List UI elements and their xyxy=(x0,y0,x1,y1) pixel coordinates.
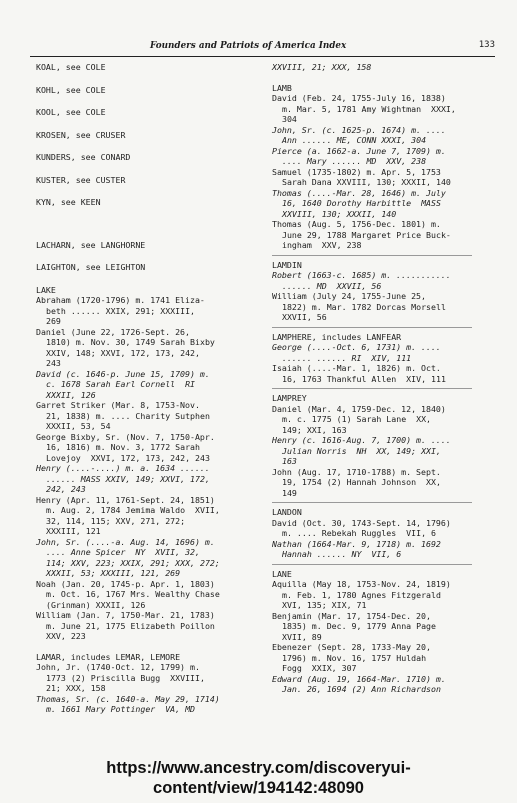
surname-heading xyxy=(272,332,502,343)
entry-line: XXIV, 148; XXVI, 172, 173, 242, xyxy=(46,347,200,358)
watermark-url-line-1: https://www.ancestry.com/discoveryui- xyxy=(106,759,411,777)
entry-line: LACHARN, see LANGHORNE xyxy=(36,239,146,250)
entry-line: XXV, 223 xyxy=(46,631,86,641)
spacer xyxy=(36,642,264,652)
entry-line: David (Feb. 24, 1755-July 16, 1838) xyxy=(272,93,446,103)
entry-line: 1835) m. Dec. 9, 1779 Anna Page xyxy=(282,621,436,631)
entry-line: KUSTER, see CUSTER xyxy=(36,174,126,185)
index-entry xyxy=(272,518,502,539)
entry-line: Julian Norris NH XX, 149; XXI, xyxy=(282,445,441,456)
entry-line: 163 xyxy=(282,456,297,466)
entry-line: 149; XXI, 163 xyxy=(282,424,347,435)
index-entry xyxy=(36,579,264,611)
index-entry xyxy=(272,404,502,436)
entry-line: XVI, 135; XIX, 71 xyxy=(282,600,367,610)
index-entry xyxy=(36,495,264,537)
entry-line: John, Jr. (1740-Oct. 12, 1799) m. xyxy=(36,662,200,672)
entry-line: (Grinman) XXXII, 126 xyxy=(46,599,146,610)
entry-line: XXVII, 56 xyxy=(282,312,327,322)
entry-line: XXXII, 53, 54 xyxy=(46,421,111,431)
entry-line: John (Aug. 17, 1710-1788) m. Sept. xyxy=(272,466,441,477)
entry-line: Hannah ...... NY VII, 6 xyxy=(282,549,402,559)
entry-line: c. 1678 Sarah Earl Cornell RI xyxy=(46,379,196,389)
entry-line: Pierce (a. 1662-a. June 7, 1709) m. xyxy=(272,145,446,156)
cross-reference xyxy=(36,152,264,163)
cross-reference xyxy=(36,197,264,208)
index-entry xyxy=(36,369,264,401)
spacer xyxy=(36,118,264,130)
entry-line: XXVIII, 130; XXXII, 140 xyxy=(282,208,397,219)
index-entry xyxy=(272,62,502,73)
entry-line: XXXIII, 121 xyxy=(46,526,101,536)
entry-line: 16, 1640 Dorothy Harbittle MASS xyxy=(282,198,441,208)
entry-line: LAMPREY xyxy=(272,393,307,403)
entry-line: 16, 1816) m. Nov. 3, 1772 Sarah xyxy=(46,442,200,452)
spacer xyxy=(36,273,264,285)
entry-line: ingham XXV, 238 xyxy=(282,240,362,250)
entry-line: Nathan (1664-Mar. 9, 1718) m. 1692 xyxy=(272,538,441,549)
entry-line: LANDON xyxy=(272,507,302,517)
entry-line: beth ...... XXIX, 291; XXXIII, xyxy=(46,305,196,316)
entry-line: LAMDIN xyxy=(272,259,302,270)
left-column xyxy=(36,62,264,715)
section-divider xyxy=(272,327,472,328)
spacer xyxy=(36,95,264,107)
spacer xyxy=(36,185,264,197)
right-column xyxy=(272,62,502,695)
spacer xyxy=(272,73,502,83)
entry-line: LAMPHERE, includes LANFEAR xyxy=(272,331,402,342)
entry-line: 243 xyxy=(46,358,61,368)
entry-line: XXXII, 53; XXXIII, 121, 269 xyxy=(46,568,181,578)
entry-line: George (....-Oct. 6, 1731) m. .... xyxy=(272,342,441,352)
entry-line: 16, 1763 Thankful Allen XIV, 111 xyxy=(282,373,446,384)
entry-line: Sarah Dana XXVIII, 130; XXXII, 140 xyxy=(282,177,451,187)
entry-line: Thomas (Aug. 5, 1756-Dec. 1801) m. xyxy=(272,219,441,229)
entry-line: Garret Striker (Mar. 8, 1753-Nov. xyxy=(36,400,200,410)
index-entry xyxy=(36,610,264,642)
surname-heading xyxy=(272,393,502,404)
entry-line: Thomas, Sr. (c. 1640-a. May 29, 1714) xyxy=(36,693,220,704)
cross-reference xyxy=(36,62,264,73)
entry-line: 19, 1754 (2) Hannah Johnson XX, xyxy=(282,477,441,487)
entry-line: John, Sr. (c. 1625-p. 1674) m. .... xyxy=(272,124,446,135)
section-divider xyxy=(272,388,472,389)
entry-line: 269 xyxy=(46,316,61,326)
index-entry xyxy=(272,539,502,560)
entry-line: ...... ...... RI XIV, 111 xyxy=(282,352,412,363)
entry-line: Robert (1663-c. 1685) m. ........... xyxy=(272,270,451,280)
index-entry xyxy=(36,327,264,369)
entry-line: 149 xyxy=(282,487,297,498)
index-entry xyxy=(272,125,502,146)
index-entry xyxy=(272,611,502,643)
index-entry xyxy=(272,435,502,467)
index-entry xyxy=(36,537,264,579)
cross-reference xyxy=(36,262,264,273)
index-entry xyxy=(36,463,264,495)
surname-heading xyxy=(36,285,264,296)
surname-heading xyxy=(272,569,502,580)
entry-line: m. Mar. 5, 1781 Amy Wightman XXXI, xyxy=(282,103,456,114)
section-divider xyxy=(272,255,472,256)
entry-line: Daniel (June 22, 1726-Sept. 26, xyxy=(36,326,190,337)
index-entry xyxy=(272,146,502,167)
spacer xyxy=(36,208,264,240)
page-header xyxy=(30,40,495,57)
index-entry xyxy=(36,432,264,464)
entry-line: KOOL, see COLE xyxy=(36,107,106,117)
entry-line: 304 xyxy=(282,114,297,124)
entry-line: 242, 243 xyxy=(46,484,86,494)
entry-line: 1810) m. Nov. 30, 1749 Sarah Bixby xyxy=(46,337,215,347)
entry-line: KOHL, see COLE xyxy=(36,84,106,95)
entry-line: .... Anne Spicer NY XVII, 32, xyxy=(46,547,200,557)
index-entry xyxy=(272,642,502,674)
entry-line: m. 1661 Mary Pottinger VA, MD xyxy=(46,704,196,714)
spacer xyxy=(36,140,264,152)
surname-heading xyxy=(272,260,502,271)
header-title: Founders and Patriots of America Index xyxy=(150,41,347,51)
section-divider xyxy=(272,564,472,565)
entry-line: 21; XXX, 158 xyxy=(46,683,106,693)
index-entry xyxy=(272,467,502,499)
cross-reference xyxy=(36,130,264,141)
entry-line: m. June 21, 1775 Elizabeth Poillon xyxy=(46,620,215,631)
entry-line: XXXII, 126 xyxy=(46,389,96,400)
entry-line: m. .... Rebekah Ruggles VII, 6 xyxy=(282,528,436,538)
entry-line: 1796) m. Nov. 16, 1757 Huldah xyxy=(282,652,427,663)
entry-line: XXVIII, 21; XXX, 158 xyxy=(272,62,372,72)
entry-line: Isaiah (....-Mar. 1, 1826) m. Oct. xyxy=(272,363,441,373)
entry-line: Noah (Jan. 20, 1745-p. Apr. 1, 1803) xyxy=(36,578,215,589)
index-entry xyxy=(272,579,502,611)
entry-line: June 29, 1788 Margaret Price Buck- xyxy=(282,229,451,240)
entry-line: m. c. 1775 (1) Sarah Lane XX, xyxy=(282,414,432,424)
entry-line: m. Feb. 1, 1780 Agnes Fitzgerald xyxy=(282,589,441,600)
entry-line: Ann ...... ME, CONN XXXI, 304 xyxy=(282,135,427,145)
index-entry xyxy=(272,188,502,220)
entry-line: Fogg XXIX, 307 xyxy=(282,663,357,673)
surname-heading xyxy=(272,507,502,518)
entry-line: Lovejoy XXVI, 172, 173, 242, 243 xyxy=(46,452,210,463)
entry-line: John, Sr. (....-a. Aug. 14, 1696) m. xyxy=(36,536,215,547)
entry-line: Jan. 26, 1694 (2) Ann Richardson xyxy=(282,684,441,694)
entry-line: Ebenezer (Sept. 28, 1733-May 20, xyxy=(272,642,431,652)
page-number: 133 xyxy=(478,40,495,50)
surname-heading xyxy=(36,652,264,663)
entry-line: LAMB xyxy=(272,82,292,93)
entry-line: KROSEN, see CRUSER xyxy=(36,129,126,140)
entry-line: 1773 (2) Priscilla Bugg XXVIII, xyxy=(46,672,205,683)
index-entry xyxy=(36,662,264,694)
entry-line: David (c. 1646-p. June 15, 1709) m. xyxy=(36,368,210,379)
entry-line: Abraham (1720-1796) m. 1741 Eliza- xyxy=(36,295,205,305)
surname-heading xyxy=(272,83,502,94)
entry-line: William (July 24, 1755-June 25, xyxy=(272,291,426,301)
index-entry xyxy=(36,295,264,327)
entry-line: Henry (c. 1616-Aug. 7, 1700) m. .... xyxy=(272,435,451,445)
entry-line: LANE xyxy=(272,568,292,579)
index-entry xyxy=(272,363,502,384)
cross-reference xyxy=(36,240,264,251)
entry-line: 32, 114, 115; XXV, 271, 272; xyxy=(46,515,186,526)
entry-line: KUNDERS, see CONARD xyxy=(36,152,131,162)
cross-reference xyxy=(36,107,264,118)
entry-line: Samuel (1735-1802) m. Apr. 5, 1753 xyxy=(272,166,441,177)
spacer xyxy=(36,73,264,85)
entry-line: Henry (....-....) m. a. 1634 ...... xyxy=(36,463,210,473)
section-divider xyxy=(272,502,472,503)
entry-line: .... Mary ...... MD XXV, 238 xyxy=(282,156,427,166)
index-entry xyxy=(36,400,264,432)
entry-line: XVII, 89 xyxy=(282,631,322,642)
watermark-url-line-2: content/view/194142:48090 xyxy=(153,779,364,797)
entry-line: m. Aug. 2, 1784 Jemima Waldo XVII, xyxy=(46,505,220,515)
entry-line: KOAL, see COLE xyxy=(36,62,106,72)
index-entry xyxy=(272,270,502,291)
index-entry xyxy=(272,93,502,125)
entry-line: William (Jan. 7, 1750-Mar. 21, 1783) xyxy=(36,610,215,620)
entry-line: 21, 1838) m. .... Charity Sutphen xyxy=(46,410,210,421)
entry-line: LAKE xyxy=(36,284,56,295)
index-entry xyxy=(272,291,502,323)
entry-line: ...... MD XXVII, 56 xyxy=(282,280,382,291)
entry-line: LAIGHTON, see LEIGHTON xyxy=(36,262,146,272)
entry-line: George Bixby, Sr. (Nov. 7, 1750-Apr. xyxy=(36,431,215,442)
entry-line: Thomas (....-Mar. 28, 1646) m. July xyxy=(272,187,446,198)
index-entry xyxy=(272,219,502,251)
spacer xyxy=(36,250,264,262)
index-entry xyxy=(272,674,502,695)
entry-line: m. Oct. 16, 1767 Mrs. Wealthy Chase xyxy=(46,589,220,599)
entry-line: KYN, see KEEN xyxy=(36,197,101,207)
entry-line: David (Oct. 30, 1743-Sept. 14, 1796) xyxy=(272,517,451,528)
index-entry xyxy=(272,167,502,188)
index-entry xyxy=(272,342,502,363)
cross-reference xyxy=(36,175,264,186)
entry-line: LAMAR, includes LEMAR, LEMORE xyxy=(36,651,181,662)
entry-line: Henry (Apr. 11, 1761-Sept. 24, 1851) xyxy=(36,494,215,505)
entry-line: ...... MASS XXIV, 149; XXVI, 172, xyxy=(46,473,210,484)
entry-line: 114; XXV, 223; XXIX, 291; XXX, 272; xyxy=(46,557,220,568)
entry-line: Daniel (Mar. 4, 1759-Dec. 12, 1840) xyxy=(272,403,446,414)
entry-line: Aquilla (May 18, 1753-Nov. 24, 1819) xyxy=(272,579,451,589)
entry-line: Edward (Aug. 19, 1664-Mar. 1710) m. xyxy=(272,673,446,684)
entry-line: Benjamin (Mar. 17, 1754-Dec. 20, xyxy=(272,610,431,621)
cross-reference xyxy=(36,85,264,96)
index-entry xyxy=(36,694,264,715)
entry-line: 1822) m. Mar. 1782 Dorcas Morsell xyxy=(282,301,446,312)
spacer xyxy=(36,163,264,175)
